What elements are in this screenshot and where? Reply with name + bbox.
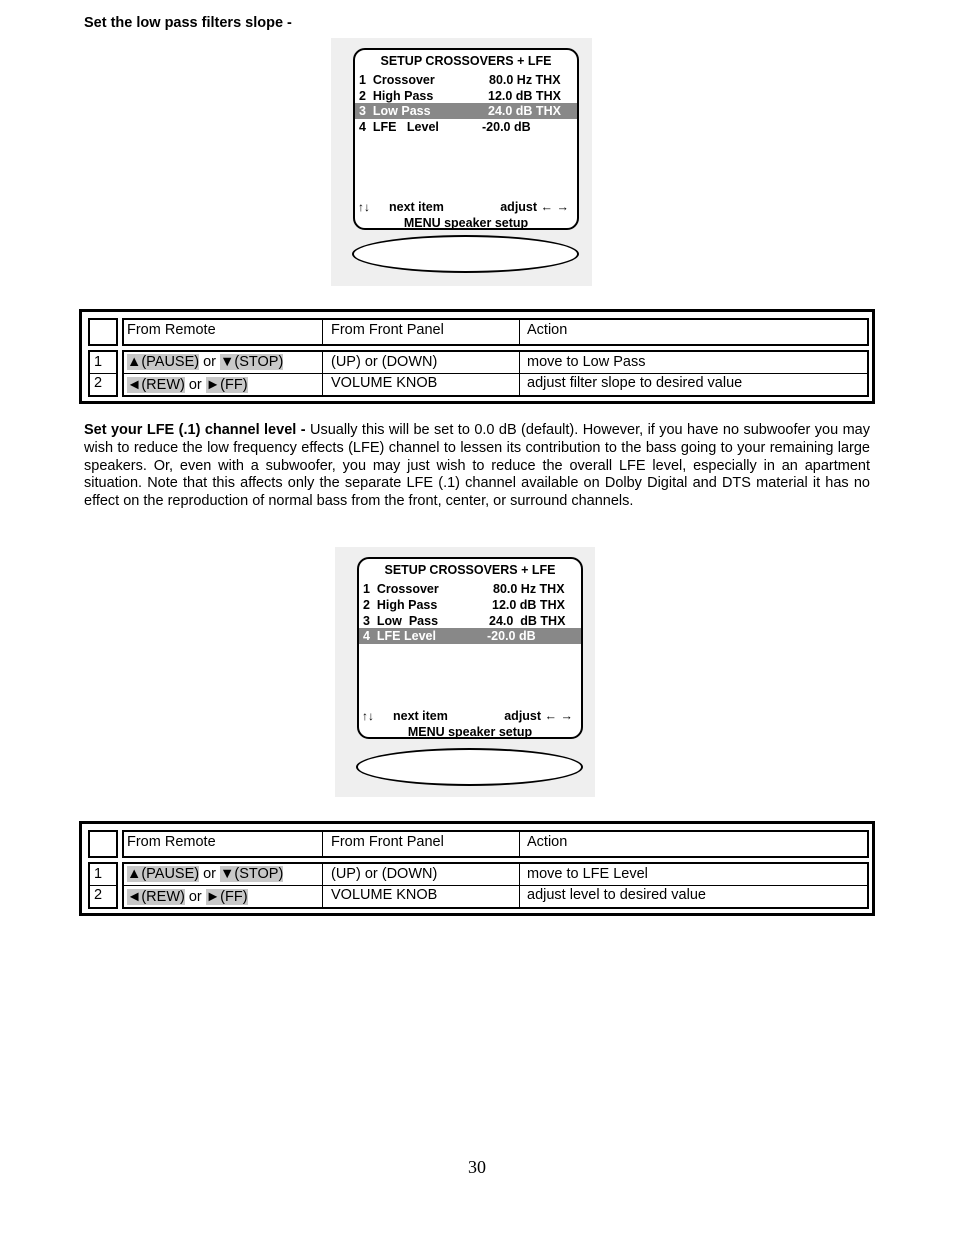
header-num-box — [88, 830, 118, 858]
section-heading-low-pass: Set the low pass filters slope - — [84, 15, 292, 31]
osd-row-label: 2 High Pass — [363, 598, 438, 612]
header-action: Action — [527, 322, 568, 338]
osd-row-label: 1 Crossover — [363, 582, 439, 596]
osd-row-value: -20.0 dB — [487, 629, 536, 643]
osd-screen — [357, 557, 583, 739]
stop-key: ▼(STOP) — [220, 354, 284, 370]
osd-row-value: 24.0 dB THX — [488, 104, 561, 118]
or-text: or — [199, 866, 221, 882]
remote-keys — [127, 888, 248, 906]
osd-row-high-pass — [359, 597, 581, 613]
or-text: or — [184, 377, 206, 393]
osd-row-label: 4 LFE Level — [363, 629, 436, 643]
osd-row-value: 24.0 dB THX — [489, 614, 566, 628]
rew-key: ◄(REW) — [127, 377, 185, 393]
remote-ellipse-icon — [356, 748, 583, 786]
osd-row-crossover — [359, 581, 581, 597]
header-box — [122, 830, 869, 858]
row-number: 2 — [94, 375, 103, 391]
front-panel-control: VOLUME KNOB — [331, 375, 438, 391]
paragraph-heading: Set your LFE (.1) channel level - — [84, 422, 306, 438]
action-text: move to Low Pass — [527, 354, 646, 370]
osd-adjust: adjust ← → — [500, 200, 569, 214]
osd-next-item: next item — [389, 200, 444, 214]
osd-row-lfe-level-selected — [359, 628, 581, 644]
instruction-table-1 — [79, 309, 875, 404]
pause-key: ▲(PAUSE) — [127, 354, 200, 370]
row-number: 2 — [94, 887, 103, 903]
action-text: adjust filter slope to desired value — [527, 375, 743, 391]
paragraph-body: Usually this will be set to 0.0 dB (default). However, if you have no subwoofer you may wish to reduce the low frequency effects (LFE) channel to lessen its contribution to the bass going to your remaining large speakers. Or, even with a subwoofer, you may just wish to reduce the overall LFE level, especially in an apartment situation. Note that this affects only the separate LFE (.1) channel available on Dolby Digital and DTS material it has no effect on the reproduction of normal bass from the front, center, or surround channels. — [84, 422, 870, 510]
front-panel-control: (UP) or (DOWN) — [331, 354, 438, 370]
header-num-box — [88, 318, 118, 346]
osd-row-value: 80.0 Hz THX — [493, 582, 565, 596]
rew-key: ◄(REW) — [127, 889, 185, 905]
osd-row-lfe-level — [355, 119, 577, 135]
ff-key: ►(FF) — [205, 889, 248, 905]
osd-row-value: -20.0 dB — [482, 120, 531, 134]
osd-row-high-pass — [355, 88, 577, 104]
or-text: or — [199, 354, 221, 370]
osd-row-low-pass-selected — [355, 103, 577, 119]
action-text: adjust level to desired value — [527, 887, 706, 903]
osd-adjust: adjust ← → — [504, 709, 573, 723]
osd-row-value: 12.0 dB THX — [488, 89, 561, 103]
up-down-arrows-icon: ↑↓ — [362, 709, 374, 723]
remote-keys — [127, 376, 248, 394]
header-from-remote: From Remote — [127, 834, 216, 850]
pause-key: ▲(PAUSE) — [127, 866, 200, 882]
osd-row-value: 80.0 Hz THX — [489, 73, 561, 87]
front-panel-control: VOLUME KNOB — [331, 887, 438, 903]
osd-footer — [355, 199, 577, 215]
header-from-front-panel: From Front Panel — [331, 322, 444, 338]
stop-key: ▼(STOP) — [220, 866, 284, 882]
osd-row-crossover — [355, 72, 577, 88]
osd-title: SETUP CROSSOVERS + LFE — [384, 563, 556, 577]
header-box — [122, 318, 869, 346]
header-from-remote: From Remote — [127, 322, 216, 338]
osd-figure-2 — [335, 547, 595, 797]
up-down-arrows-icon: ↑↓ — [358, 200, 370, 214]
remote-keys — [127, 865, 283, 883]
osd-row-label: 1 Crossover — [359, 73, 435, 87]
osd-row-label: 3 Low Pass — [359, 104, 431, 118]
osd-row-label: 4 LFE Level — [359, 120, 439, 134]
header-from-front-panel: From Front Panel — [331, 834, 444, 850]
osd-figure-1 — [331, 38, 592, 286]
row-number: 1 — [94, 354, 103, 370]
osd-next-item: next item — [393, 709, 448, 723]
osd-title: SETUP CROSSOVERS + LFE — [380, 54, 552, 68]
osd-row-label: 2 High Pass — [359, 89, 434, 103]
page-number: 30 — [468, 1157, 486, 1177]
osd-menu-label: MENU speaker setup — [407, 725, 533, 739]
row-number: 1 — [94, 866, 103, 882]
osd-row-low-pass — [359, 613, 581, 629]
osd-row-label: 3 Low Pass — [363, 614, 439, 628]
header-action: Action — [527, 834, 568, 850]
remote-keys — [127, 353, 283, 371]
remote-ellipse-icon — [352, 235, 579, 273]
action-text: move to LFE Level — [527, 866, 648, 882]
ff-key: ►(FF) — [205, 377, 248, 393]
or-text: or — [184, 889, 206, 905]
instruction-table-2 — [79, 821, 875, 916]
osd-screen — [353, 48, 579, 230]
lfe-level-paragraph — [84, 422, 870, 511]
osd-row-value: 12.0 dB THX — [492, 598, 565, 612]
front-panel-control: (UP) or (DOWN) — [331, 866, 438, 882]
osd-footer — [359, 708, 581, 724]
osd-menu-label: MENU speaker setup — [403, 216, 529, 230]
